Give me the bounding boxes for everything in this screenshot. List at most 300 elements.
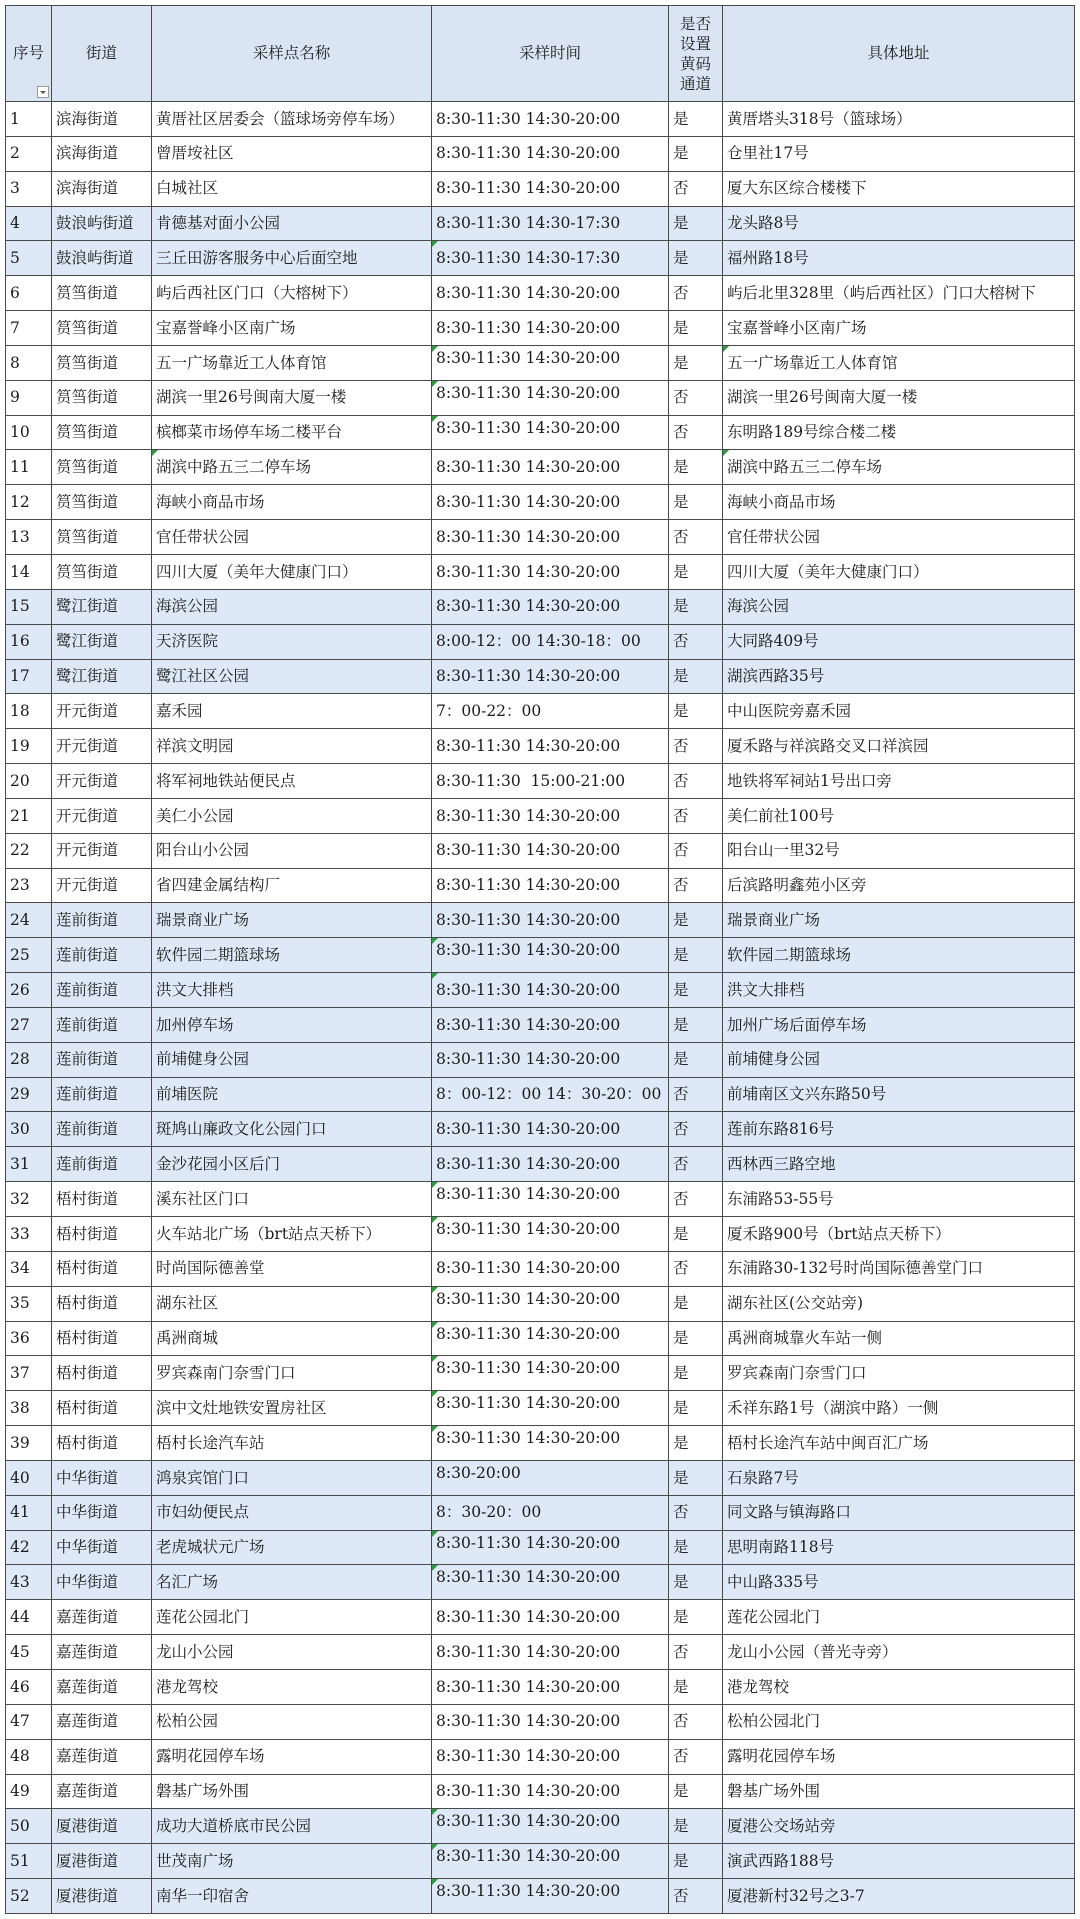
address-cell[interactable]: 磐基广场外围 — [723, 1775, 1075, 1809]
sampling-time-cell[interactable]: 8:30-11:30 14:30-20:00 — [432, 1809, 669, 1843]
sampling-time-cell[interactable]: 8:30-11:30 14:30-20:00 — [432, 903, 669, 937]
street-cell[interactable]: 筼筜街道 — [52, 485, 152, 519]
row-number-cell[interactable]: 4 — [6, 207, 52, 241]
address-cell[interactable]: 海滨公园 — [723, 590, 1075, 624]
address-cell[interactable]: 官任带状公园 — [723, 520, 1075, 554]
site-name-cell[interactable]: 曾厝垵社区 — [152, 137, 432, 171]
yellow-code-cell[interactable]: 是 — [669, 450, 723, 484]
row-number-cell[interactable]: 12 — [6, 485, 52, 519]
row-number-cell[interactable]: 40 — [6, 1461, 52, 1495]
row-number-cell[interactable]: 31 — [6, 1147, 52, 1181]
row-number-cell[interactable]: 25 — [6, 938, 52, 972]
sampling-time-cell[interactable]: 8:30-11:30 14:30-20:00 — [432, 137, 669, 171]
street-cell[interactable]: 筼筜街道 — [52, 450, 152, 484]
address-cell[interactable]: 禾祥东路1号（湖滨中路）一侧 — [723, 1391, 1075, 1425]
address-cell[interactable]: 龙山小公园（普光寺旁） — [723, 1635, 1075, 1669]
site-name-cell[interactable]: 洪文大排档 — [152, 973, 432, 1007]
yellow-code-cell[interactable]: 是 — [669, 1844, 723, 1878]
address-cell[interactable]: 宝嘉誉峰小区南广场 — [723, 311, 1075, 345]
yellow-code-cell[interactable]: 是 — [669, 1322, 723, 1356]
street-cell[interactable]: 梧村街道 — [52, 1426, 152, 1460]
row-number-cell[interactable]: 34 — [6, 1252, 52, 1286]
sampling-time-cell[interactable]: 8:30-11:30 14:30-20:00 — [432, 1008, 669, 1042]
site-name-cell[interactable]: 龙山小公园 — [152, 1635, 432, 1669]
sampling-time-cell[interactable]: 8:30-11:30 14:30-20:00 — [432, 1426, 669, 1460]
row-number-cell[interactable]: 47 — [6, 1705, 52, 1739]
address-cell[interactable]: 地铁将军祠站1号出口旁 — [723, 764, 1075, 798]
row-number-cell[interactable]: 39 — [6, 1426, 52, 1460]
sampling-time-cell[interactable]: 8:30-11:30 14:30-20:00 — [432, 1740, 669, 1774]
sampling-time-cell[interactable]: 8:30-11:30 14:30-20:00 — [432, 346, 669, 380]
row-number-cell[interactable]: 8 — [6, 346, 52, 380]
sampling-time-cell[interactable]: 8:30-11:30 15:00-21:00 — [432, 764, 669, 798]
sampling-time-cell[interactable]: 8:30-11:30 14:30-20:00 — [432, 799, 669, 833]
site-name-cell[interactable]: 金沙花园小区后门 — [152, 1147, 432, 1181]
yellow-code-cell[interactable]: 否 — [669, 416, 723, 450]
street-cell[interactable]: 中华街道 — [52, 1461, 152, 1495]
address-cell[interactable]: 莲前东路816号 — [723, 1112, 1075, 1146]
yellow-code-cell[interactable]: 否 — [669, 869, 723, 903]
site-name-cell[interactable]: 梧村长途汽车站 — [152, 1426, 432, 1460]
row-number-cell[interactable]: 5 — [6, 241, 52, 275]
site-name-cell[interactable]: 三丘田游客服务中心后面空地 — [152, 241, 432, 275]
yellow-code-cell[interactable]: 否 — [669, 1879, 723, 1913]
sampling-time-cell[interactable]: 8:30-11:30 14:30-20:00 — [432, 1217, 669, 1251]
address-cell[interactable]: 厦大东区综合楼楼下 — [723, 172, 1075, 206]
sampling-time-cell[interactable]: 8:30-11:30 14:30-17:30 — [432, 207, 669, 241]
yellow-code-cell[interactable]: 是 — [669, 938, 723, 972]
row-number-cell[interactable]: 45 — [6, 1635, 52, 1669]
yellow-code-cell[interactable]: 是 — [669, 102, 723, 136]
street-cell[interactable]: 梧村街道 — [52, 1182, 152, 1216]
site-name-cell[interactable]: 磐基广场外围 — [152, 1775, 432, 1809]
sampling-time-cell[interactable]: 8:30-11:30 14:30-20:00 — [432, 485, 669, 519]
row-number-cell[interactable]: 44 — [6, 1600, 52, 1634]
row-number-cell[interactable]: 35 — [6, 1287, 52, 1321]
row-number-cell[interactable]: 33 — [6, 1217, 52, 1251]
yellow-code-cell[interactable]: 否 — [669, 729, 723, 763]
site-name-cell[interactable]: 湖滨中路五三二停车场 — [152, 450, 432, 484]
row-number-cell[interactable]: 51 — [6, 1844, 52, 1878]
sampling-time-cell[interactable]: 8:30-11:30 14:30-20:00 — [432, 1879, 669, 1913]
address-cell[interactable]: 屿后北里328里（屿后西社区）门口大榕树下 — [723, 276, 1075, 310]
address-cell[interactable]: 龙头路8号 — [723, 207, 1075, 241]
address-cell[interactable]: 海峡小商品市场 — [723, 485, 1075, 519]
site-name-cell[interactable]: 省四建金属结构厂 — [152, 869, 432, 903]
site-name-cell[interactable]: 屿后西社区门口（大榕树下） — [152, 276, 432, 310]
address-cell[interactable]: 加州广场后面停车场 — [723, 1008, 1075, 1042]
sampling-time-cell[interactable]: 8:30-11:30 14:30-20:00 — [432, 276, 669, 310]
sampling-time-cell[interactable]: 8:30-11:30 14:30-20:00 — [432, 1844, 669, 1878]
site-name-cell[interactable]: 禹洲商城 — [152, 1322, 432, 1356]
sampling-time-cell[interactable]: 8:30-11:30 14:30-20:00 — [432, 1391, 669, 1425]
address-cell[interactable]: 东浦路30-132号时尚国际德善堂门口 — [723, 1252, 1075, 1286]
sampling-time-cell[interactable]: 8:30-11:30 14:30-20:00 — [432, 1705, 669, 1739]
sampling-time-cell[interactable]: 8:30-11:30 14:30-20:00 — [432, 729, 669, 763]
site-name-cell[interactable]: 黄厝社区居委会（篮球场旁停车场） — [152, 102, 432, 136]
address-cell[interactable]: 湖滨一里26号闽南大厦一楼 — [723, 381, 1075, 415]
sampling-time-cell[interactable]: 8:30-11:30 14:30-20:00 — [432, 590, 669, 624]
sampling-time-cell[interactable]: 8:30-11:30 14:30-20:00 — [432, 416, 669, 450]
street-cell[interactable]: 中华街道 — [52, 1565, 152, 1599]
yellow-code-cell[interactable]: 是 — [669, 241, 723, 275]
yellow-code-cell[interactable]: 是 — [669, 1426, 723, 1460]
yellow-code-cell[interactable]: 是 — [669, 1043, 723, 1077]
address-cell[interactable]: 禹洲商城靠火车站一侧 — [723, 1322, 1075, 1356]
yellow-code-cell[interactable]: 是 — [669, 1809, 723, 1843]
yellow-code-cell[interactable]: 是 — [669, 590, 723, 624]
address-cell[interactable]: 中山医院旁嘉禾园 — [723, 694, 1075, 728]
yellow-code-cell[interactable]: 是 — [669, 660, 723, 694]
street-cell[interactable]: 梧村街道 — [52, 1356, 152, 1390]
row-number-cell[interactable]: 24 — [6, 903, 52, 937]
row-number-cell[interactable]: 18 — [6, 694, 52, 728]
header-site-name[interactable]: 采样点名称 — [152, 6, 432, 101]
yellow-code-cell[interactable]: 是 — [669, 1391, 723, 1425]
row-number-cell[interactable]: 32 — [6, 1182, 52, 1216]
sampling-time-cell[interactable]: 8:30-11:30 14:30-20:00 — [432, 102, 669, 136]
sampling-time-cell[interactable]: 8：30-20：00 — [432, 1496, 669, 1530]
address-cell[interactable]: 演武西路188号 — [723, 1844, 1075, 1878]
row-number-cell[interactable]: 36 — [6, 1322, 52, 1356]
row-number-cell[interactable]: 13 — [6, 520, 52, 554]
sampling-time-cell[interactable]: 8:30-11:30 14:30-20:00 — [432, 869, 669, 903]
row-number-cell[interactable]: 15 — [6, 590, 52, 624]
street-cell[interactable]: 筼筜街道 — [52, 555, 152, 589]
yellow-code-cell[interactable]: 是 — [669, 207, 723, 241]
yellow-code-cell[interactable]: 是 — [669, 1356, 723, 1390]
sampling-time-cell[interactable]: 8:30-11:30 14:30-20:00 — [432, 1775, 669, 1809]
street-cell[interactable]: 嘉莲街道 — [52, 1600, 152, 1634]
yellow-code-cell[interactable]: 否 — [669, 1740, 723, 1774]
address-cell[interactable]: 厦禾路与祥滨路交叉口祥滨园 — [723, 729, 1075, 763]
street-cell[interactable]: 莲前街道 — [52, 1112, 152, 1146]
yellow-code-cell[interactable]: 是 — [669, 1217, 723, 1251]
address-cell[interactable]: 后滨路明鑫苑小区旁 — [723, 869, 1075, 903]
street-cell[interactable]: 筼筜街道 — [52, 416, 152, 450]
street-cell[interactable]: 莲前街道 — [52, 1147, 152, 1181]
sampling-time-cell[interactable]: 8:30-11:30 14:30-20:00 — [432, 1322, 669, 1356]
street-cell[interactable]: 筼筜街道 — [52, 520, 152, 554]
address-cell[interactable]: 石泉路7号 — [723, 1461, 1075, 1495]
row-number-cell[interactable]: 49 — [6, 1775, 52, 1809]
yellow-code-cell[interactable]: 否 — [669, 834, 723, 868]
street-cell[interactable]: 筼筜街道 — [52, 276, 152, 310]
row-number-cell[interactable]: 16 — [6, 625, 52, 659]
address-cell[interactable]: 阳台山一里32号 — [723, 834, 1075, 868]
row-number-cell[interactable]: 37 — [6, 1356, 52, 1390]
yellow-code-cell[interactable]: 是 — [669, 1670, 723, 1704]
header-sampling-time[interactable]: 采样时间 — [432, 6, 669, 101]
site-name-cell[interactable]: 四川大厦（美年大健康门口） — [152, 555, 432, 589]
row-number-cell[interactable]: 9 — [6, 381, 52, 415]
address-cell[interactable]: 东明路189号综合楼二楼 — [723, 416, 1075, 450]
address-cell[interactable]: 莲花公园北门 — [723, 1600, 1075, 1634]
filter-dropdown-icon[interactable] — [37, 86, 49, 98]
header-address[interactable]: 具体地址 — [723, 6, 1075, 101]
address-cell[interactable]: 思明南路118号 — [723, 1531, 1075, 1565]
street-cell[interactable]: 莲前街道 — [52, 1008, 152, 1042]
site-name-cell[interactable]: 鹭江社区公园 — [152, 660, 432, 694]
sampling-time-cell[interactable]: 8:30-11:30 14:30-20:00 — [432, 1635, 669, 1669]
yellow-code-cell[interactable]: 是 — [669, 973, 723, 1007]
row-number-cell[interactable]: 11 — [6, 450, 52, 484]
row-number-cell[interactable]: 20 — [6, 764, 52, 798]
row-number-cell[interactable]: 41 — [6, 1496, 52, 1530]
row-number-cell[interactable]: 6 — [6, 276, 52, 310]
row-number-cell[interactable]: 46 — [6, 1670, 52, 1704]
street-cell[interactable]: 滨海街道 — [52, 102, 152, 136]
sampling-time-cell[interactable]: 8:30-11:30 14:30-20:00 — [432, 1112, 669, 1146]
yellow-code-cell[interactable]: 是 — [669, 485, 723, 519]
sampling-time-cell[interactable]: 7：00-22：00 — [432, 694, 669, 728]
site-name-cell[interactable]: 斑鸠山廉政文化公园门口 — [152, 1112, 432, 1146]
site-name-cell[interactable]: 五一广场靠近工人体育馆 — [152, 346, 432, 380]
yellow-code-cell[interactable]: 否 — [669, 1147, 723, 1181]
sampling-time-cell[interactable]: 8:30-11:30 14:30-20:00 — [432, 1043, 669, 1077]
row-number-cell[interactable]: 43 — [6, 1565, 52, 1599]
row-number-cell[interactable]: 38 — [6, 1391, 52, 1425]
street-cell[interactable]: 莲前街道 — [52, 1043, 152, 1077]
street-cell[interactable]: 鹭江街道 — [52, 660, 152, 694]
yellow-code-cell[interactable]: 是 — [669, 1287, 723, 1321]
street-cell[interactable]: 梧村街道 — [52, 1322, 152, 1356]
row-number-cell[interactable]: 26 — [6, 973, 52, 1007]
sampling-time-cell[interactable]: 8:30-11:30 14:30-20:00 — [432, 1531, 669, 1565]
yellow-code-cell[interactable]: 是 — [669, 1565, 723, 1599]
yellow-code-cell[interactable]: 是 — [669, 311, 723, 345]
address-cell[interactable]: 港龙驾校 — [723, 1670, 1075, 1704]
site-name-cell[interactable]: 鸿泉宾馆门口 — [152, 1461, 432, 1495]
row-number-cell[interactable]: 48 — [6, 1740, 52, 1774]
yellow-code-cell[interactable]: 否 — [669, 1635, 723, 1669]
address-cell[interactable]: 中山路335号 — [723, 1565, 1075, 1599]
row-number-cell[interactable]: 42 — [6, 1531, 52, 1565]
yellow-code-cell[interactable]: 否 — [669, 799, 723, 833]
yellow-code-cell[interactable]: 是 — [669, 1600, 723, 1634]
street-cell[interactable]: 开元街道 — [52, 799, 152, 833]
sampling-time-cell[interactable]: 8:30-11:30 14:30-20:00 — [432, 1356, 669, 1390]
street-cell[interactable]: 嘉莲街道 — [52, 1635, 152, 1669]
street-cell[interactable]: 梧村街道 — [52, 1217, 152, 1251]
street-cell[interactable]: 开元街道 — [52, 834, 152, 868]
address-cell[interactable]: 厦港公交场站旁 — [723, 1809, 1075, 1843]
sampling-time-cell[interactable]: 8：00-12：00 14：30-20：00 — [432, 1078, 669, 1112]
row-number-cell[interactable]: 50 — [6, 1809, 52, 1843]
street-cell[interactable]: 鹭江街道 — [52, 625, 152, 659]
street-cell[interactable]: 筼筜街道 — [52, 381, 152, 415]
site-name-cell[interactable]: 露明花园停车场 — [152, 1740, 432, 1774]
site-name-cell[interactable]: 成功大道桥底市民公园 — [152, 1809, 432, 1843]
sampling-time-cell[interactable]: 8:30-11:30 14:30-20:00 — [432, 311, 669, 345]
address-cell[interactable]: 西林西三路空地 — [723, 1147, 1075, 1181]
street-cell[interactable]: 鼓浪屿街道 — [52, 241, 152, 275]
address-cell[interactable]: 福州路18号 — [723, 241, 1075, 275]
yellow-code-cell[interactable]: 是 — [669, 346, 723, 380]
address-cell[interactable]: 仓里社17号 — [723, 137, 1075, 171]
site-name-cell[interactable]: 莲花公园北门 — [152, 1600, 432, 1634]
yellow-code-cell[interactable]: 否 — [669, 764, 723, 798]
site-name-cell[interactable]: 海峡小商品市场 — [152, 485, 432, 519]
street-cell[interactable]: 厦港街道 — [52, 1809, 152, 1843]
street-cell[interactable]: 中华街道 — [52, 1496, 152, 1530]
street-cell[interactable]: 开元街道 — [52, 729, 152, 763]
yellow-code-cell[interactable]: 是 — [669, 1531, 723, 1565]
sampling-time-cell[interactable]: 8:30-11:30 14:30-20:00 — [432, 1565, 669, 1599]
street-cell[interactable]: 鹭江街道 — [52, 590, 152, 624]
sampling-time-cell[interactable]: 8:30-11:30 14:30-17:30 — [432, 241, 669, 275]
yellow-code-cell[interactable]: 是 — [669, 694, 723, 728]
street-cell[interactable]: 中华街道 — [52, 1531, 152, 1565]
row-number-cell[interactable]: 22 — [6, 834, 52, 868]
site-name-cell[interactable]: 火车站北广场（brt站点天桥下） — [152, 1217, 432, 1251]
sampling-time-cell[interactable]: 8:30-11:30 14:30-20:00 — [432, 520, 669, 554]
yellow-code-cell[interactable]: 否 — [669, 381, 723, 415]
address-cell[interactable]: 大同路409号 — [723, 625, 1075, 659]
site-name-cell[interactable]: 世茂南广场 — [152, 1844, 432, 1878]
address-cell[interactable]: 厦禾路900号（brt站点天桥下） — [723, 1217, 1075, 1251]
street-cell[interactable]: 开元街道 — [52, 869, 152, 903]
site-name-cell[interactable]: 海滨公园 — [152, 590, 432, 624]
street-cell[interactable]: 筼筜街道 — [52, 311, 152, 345]
street-cell[interactable]: 厦港街道 — [52, 1844, 152, 1878]
address-cell[interactable]: 洪文大排档 — [723, 973, 1075, 1007]
sampling-time-cell[interactable]: 8:30-11:30 14:30-20:00 — [432, 1252, 669, 1286]
street-cell[interactable]: 莲前街道 — [52, 973, 152, 1007]
street-cell[interactable]: 嘉莲街道 — [52, 1705, 152, 1739]
address-cell[interactable]: 湖滨西路35号 — [723, 660, 1075, 694]
site-name-cell[interactable]: 白城社区 — [152, 172, 432, 206]
site-name-cell[interactable]: 肯德基对面小公园 — [152, 207, 432, 241]
sampling-time-cell[interactable]: 8:30-11:30 14:30-20:00 — [432, 381, 669, 415]
address-cell[interactable]: 罗宾森南门奈雪门口 — [723, 1356, 1075, 1390]
address-cell[interactable]: 松柏公园北门 — [723, 1705, 1075, 1739]
site-name-cell[interactable]: 宝嘉誉峰小区南广场 — [152, 311, 432, 345]
site-name-cell[interactable]: 槟榔菜市场停车场二楼平台 — [152, 416, 432, 450]
site-name-cell[interactable]: 滨中文灶地铁安置房社区 — [152, 1391, 432, 1425]
yellow-code-cell[interactable]: 否 — [669, 1078, 723, 1112]
address-cell[interactable]: 黄厝塔头318号（篮球场） — [723, 102, 1075, 136]
site-name-cell[interactable]: 湖滨一里26号闽南大厦一楼 — [152, 381, 432, 415]
address-cell[interactable]: 东浦路53-55号 — [723, 1182, 1075, 1216]
yellow-code-cell[interactable]: 是 — [669, 555, 723, 589]
address-cell[interactable]: 美仁前社100号 — [723, 799, 1075, 833]
header-street[interactable]: 街道 — [52, 6, 152, 101]
row-number-cell[interactable]: 21 — [6, 799, 52, 833]
address-cell[interactable]: 前埔健身公园 — [723, 1043, 1075, 1077]
address-cell[interactable]: 五一广场靠近工人体育馆 — [723, 346, 1075, 380]
address-cell[interactable]: 瑞景商业广场 — [723, 903, 1075, 937]
row-number-cell[interactable]: 14 — [6, 555, 52, 589]
header-yellow-code-channel[interactable] — [669, 6, 723, 101]
street-cell[interactable]: 嘉莲街道 — [52, 1775, 152, 1809]
yellow-code-cell[interactable]: 否 — [669, 1112, 723, 1146]
street-cell[interactable]: 滨海街道 — [52, 137, 152, 171]
address-cell[interactable]: 四川大厦（美年大健康门口） — [723, 555, 1075, 589]
site-name-cell[interactable]: 嘉禾园 — [152, 694, 432, 728]
site-name-cell[interactable]: 天济医院 — [152, 625, 432, 659]
site-name-cell[interactable]: 软件园二期篮球场 — [152, 938, 432, 972]
site-name-cell[interactable]: 松柏公园 — [152, 1705, 432, 1739]
sampling-time-cell[interactable]: 8:30-11:30 14:30-20:00 — [432, 938, 669, 972]
row-number-cell[interactable]: 17 — [6, 660, 52, 694]
row-number-cell[interactable]: 7 — [6, 311, 52, 345]
site-name-cell[interactable]: 老虎城状元广场 — [152, 1531, 432, 1565]
street-cell[interactable]: 筼筜街道 — [52, 346, 152, 380]
street-cell[interactable]: 厦港街道 — [52, 1879, 152, 1913]
site-name-cell[interactable]: 美仁小公园 — [152, 799, 432, 833]
street-cell[interactable]: 莲前街道 — [52, 1078, 152, 1112]
site-name-cell[interactable]: 前埔健身公园 — [152, 1043, 432, 1077]
sampling-time-cell[interactable]: 8:30-11:30 14:30-20:00 — [432, 660, 669, 694]
yellow-code-cell[interactable]: 是 — [669, 1461, 723, 1495]
site-name-cell[interactable]: 阳台山小公园 — [152, 834, 432, 868]
sampling-time-cell[interactable]: 8:30-11:30 14:30-20:00 — [432, 834, 669, 868]
yellow-code-cell[interactable]: 否 — [669, 1496, 723, 1530]
site-name-cell[interactable]: 将军祠地铁站便民点 — [152, 764, 432, 798]
row-number-cell[interactable]: 30 — [6, 1112, 52, 1146]
row-number-cell[interactable]: 10 — [6, 416, 52, 450]
sampling-time-cell[interactable]: 8:30-11:30 14:30-20:00 — [432, 1600, 669, 1634]
yellow-code-cell[interactable]: 否 — [669, 625, 723, 659]
yellow-code-cell[interactable]: 否 — [669, 1182, 723, 1216]
sampling-time-cell[interactable]: 8:30-20:00 — [432, 1461, 669, 1495]
site-name-cell[interactable]: 时尚国际德善堂 — [152, 1252, 432, 1286]
street-cell[interactable]: 嘉莲街道 — [52, 1740, 152, 1774]
site-name-cell[interactable]: 瑞景商业广场 — [152, 903, 432, 937]
address-cell[interactable]: 软件园二期篮球场 — [723, 938, 1075, 972]
address-cell[interactable]: 露明花园停车场 — [723, 1740, 1075, 1774]
sampling-time-cell[interactable]: 8:30-11:30 14:30-20:00 — [432, 555, 669, 589]
row-number-cell[interactable]: 2 — [6, 137, 52, 171]
sampling-time-cell[interactable]: 8:00-12：00 14:30-18：00 — [432, 625, 669, 659]
yellow-code-cell[interactable]: 否 — [669, 1705, 723, 1739]
yellow-code-cell[interactable]: 否 — [669, 276, 723, 310]
yellow-code-cell[interactable]: 是 — [669, 1008, 723, 1042]
address-cell[interactable]: 湖滨中路五三二停车场 — [723, 450, 1075, 484]
sampling-time-cell[interactable]: 8:30-11:30 14:30-20:00 — [432, 450, 669, 484]
street-cell[interactable]: 开元街道 — [52, 764, 152, 798]
sampling-time-cell[interactable]: 8:30-11:30 14:30-20:00 — [432, 1670, 669, 1704]
sampling-time-cell[interactable]: 8:30-11:30 14:30-20:00 — [432, 1147, 669, 1181]
street-cell[interactable]: 滨海街道 — [52, 172, 152, 206]
row-number-cell[interactable]: 29 — [6, 1078, 52, 1112]
yellow-code-cell[interactable]: 否 — [669, 1252, 723, 1286]
street-cell[interactable]: 嘉莲街道 — [52, 1670, 152, 1704]
address-cell[interactable]: 同文路与镇海路口 — [723, 1496, 1075, 1530]
yellow-code-cell[interactable]: 是 — [669, 903, 723, 937]
yellow-code-cell[interactable]: 是 — [669, 137, 723, 171]
site-name-cell[interactable]: 罗宾森南门奈雪门口 — [152, 1356, 432, 1390]
address-cell[interactable]: 厦港新村32号之3-7 — [723, 1879, 1075, 1913]
street-cell[interactable]: 梧村街道 — [52, 1252, 152, 1286]
row-number-cell[interactable]: 1 — [6, 102, 52, 136]
sampling-time-cell[interactable]: 8:30-11:30 14:30-20:00 — [432, 973, 669, 1007]
site-name-cell[interactable]: 市妇幼便民点 — [152, 1496, 432, 1530]
site-name-cell[interactable]: 名汇广场 — [152, 1565, 432, 1599]
site-name-cell[interactable]: 港龙驾校 — [152, 1670, 432, 1704]
site-name-cell[interactable]: 加州停车场 — [152, 1008, 432, 1042]
sampling-time-cell[interactable]: 8:30-11:30 14:30-20:00 — [432, 172, 669, 206]
row-number-cell[interactable]: 19 — [6, 729, 52, 763]
row-number-cell[interactable]: 23 — [6, 869, 52, 903]
site-name-cell[interactable]: 官任带状公园 — [152, 520, 432, 554]
row-number-cell[interactable]: 3 — [6, 172, 52, 206]
site-name-cell[interactable]: 祥滨文明园 — [152, 729, 432, 763]
street-cell[interactable]: 莲前街道 — [52, 903, 152, 937]
row-number-cell[interactable]: 28 — [6, 1043, 52, 1077]
site-name-cell[interactable]: 南华一印宿舍 — [152, 1879, 432, 1913]
